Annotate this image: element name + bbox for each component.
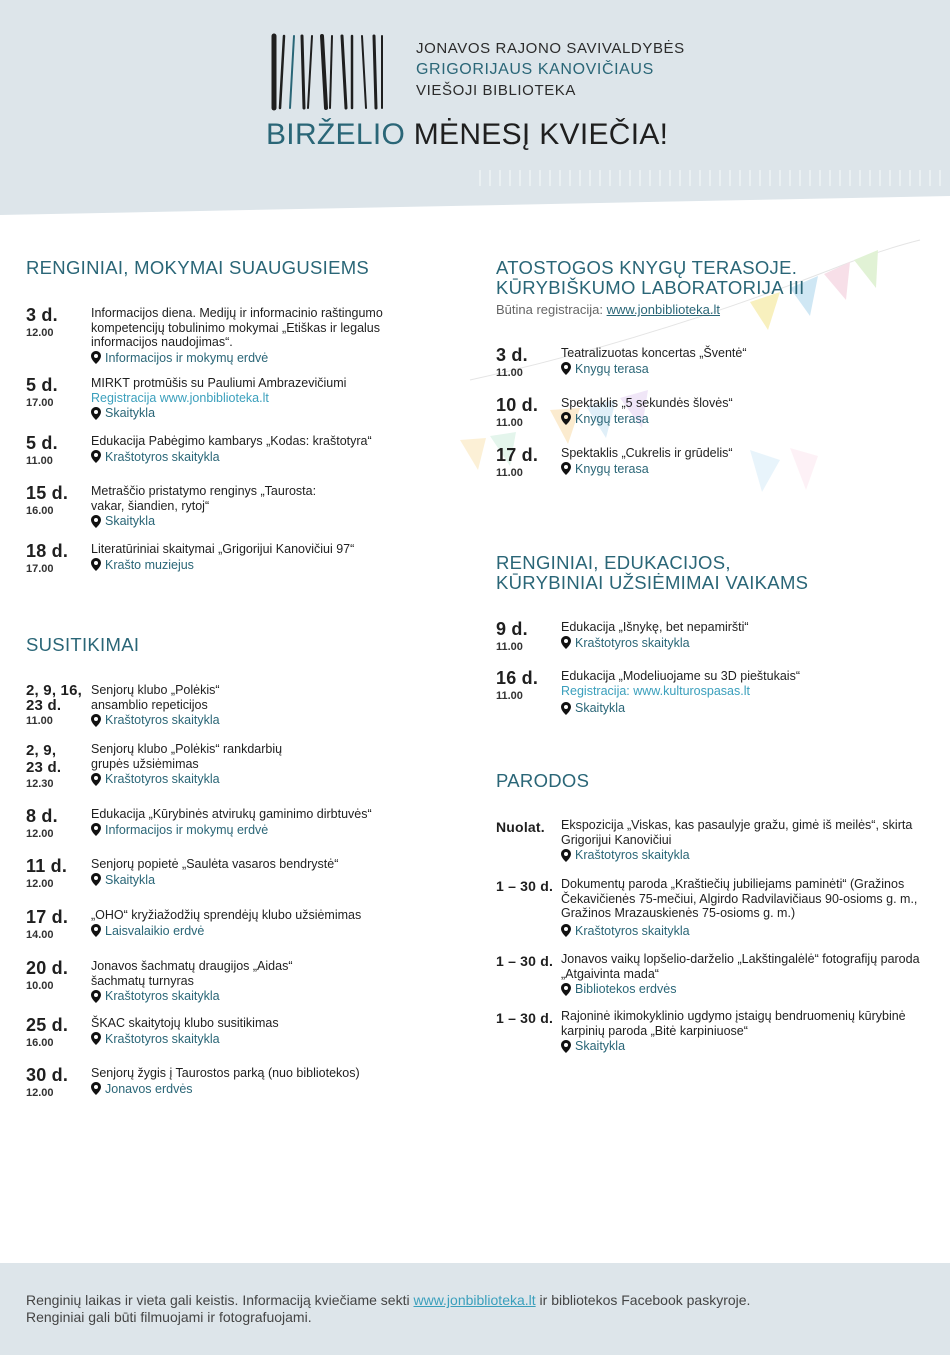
event-title: Spektaklis „5 sekundės šlovės“: [561, 396, 733, 410]
event-title: „OHO“ kryžiažodžių sprendėjų klubo užsiėmimas: [91, 908, 362, 922]
event-title: Edukacija „Kūrybinės atvirukų gaminimo dirbtuvės“: [91, 807, 372, 821]
event-time: 11.00: [496, 367, 523, 379]
event-time: 16.00: [26, 1037, 54, 1049]
header-decor: [0, 0, 950, 215]
section-title-line: KŪRYBIŠKUMO LABORATORIJA III: [496, 277, 805, 298]
event-day: 16 d.: [496, 668, 539, 688]
event-day: 5 d.: [26, 375, 58, 395]
location-pin-icon: [561, 924, 571, 937]
page-title-month: BIRŽELIO: [266, 118, 406, 151]
location-pin-icon: [91, 558, 101, 571]
event-title: Informacijos diena. Medijų ir informacinio raštingumo kompetencijų tobulinimo mokymai „Etiškas ir legalus informacijos naudojimas“.: [91, 306, 383, 349]
event-title: Senjorų klubo „Polėkis“ rankdarbių grupės užsiėmimas: [91, 742, 283, 771]
event-place: Skaitykla: [105, 872, 156, 887]
location-pin-icon: [91, 515, 101, 528]
footer-website-link[interactable]: www.jonbiblioteka.lt: [413, 1292, 536, 1308]
event-day: Nuolat.: [496, 819, 545, 835]
event-place: Skaitykla: [105, 406, 156, 420]
page-title-rest: MĖNESĮ KVIEČIA!: [405, 118, 669, 151]
registration-link[interactable]: Registracija www.jonbiblioteka.lt: [91, 390, 269, 405]
event-title: Edukacija „Modeliuojame su 3D pieštukais“: [561, 669, 801, 683]
location-pin-icon: [561, 412, 571, 425]
event-title: Dokumentų paroda „Kraštiečių jubiliejams paminėti“ (Gražinos Čekavičienės 75-mečiui, Algirdo Radvilavičiaus 90-osioms g. m., Gražinos Mrazauskienės 75-osioms g. m.): [561, 877, 918, 920]
location-pin-icon: [91, 873, 101, 886]
event-time: 12.00: [26, 828, 54, 840]
event-day: 1 – 30 d.: [496, 1010, 554, 1026]
event-title: Jonavos šachmatų draugijos „Aidas“ šachmatų turnyras: [91, 959, 293, 988]
registration-note-link[interactable]: www.jonbiblioteka.lt: [606, 302, 721, 317]
event-time: 11.00: [496, 417, 523, 429]
org-line-3: VIEŠOJI BIBLIOTEKA: [416, 82, 577, 99]
event-place: Knygų terasa: [575, 461, 649, 476]
event-title: Jonavos vaikų lopšelio-darželio „Lakštingalėlė“ fotografijų paroda „Atgaivinta mada“: [561, 952, 920, 981]
event-title: Edukacija „Išnykę, bet nepamiršti“: [561, 620, 749, 634]
location-pin-icon: [561, 983, 571, 996]
event-time: 17.00: [26, 397, 54, 409]
section-title-adults: RENGINIAI, MOKYMAI SUAUGUSIEMS: [26, 257, 370, 278]
event-time: 12.30: [26, 778, 54, 790]
event-day: 5 d.: [26, 433, 58, 453]
location-pin-icon: [91, 1032, 101, 1045]
event-time: 11.00: [26, 455, 53, 467]
event-place: Informacijos ir mokymų erdvė: [105, 822, 269, 837]
event-day: 11 d.: [26, 856, 68, 876]
event-title: MIRKT protmūšis su Pauliumi Ambrazevičiumi: [91, 376, 347, 390]
location-pin-icon: [561, 849, 571, 862]
event-place: Jonavos erdvės: [105, 1081, 193, 1096]
location-pin-icon: [561, 462, 571, 475]
location-pin-icon: [91, 1082, 101, 1095]
header-banner: [0, 0, 950, 215]
event-day: 3 d.: [496, 345, 528, 365]
org-line-2: GRIGORIJAUS KANOVIČIAUS: [416, 61, 654, 78]
registration-note-text: Būtina registracija:: [496, 302, 607, 317]
footer-notice: [26, 1292, 926, 1326]
event-day: 15 d.: [26, 483, 69, 503]
event-place: Informacijos ir mokymų erdvė: [105, 350, 269, 365]
event-day: 17 d.: [496, 445, 539, 465]
location-pin-icon: [91, 714, 101, 727]
event-place: Knygų terasa: [575, 361, 649, 376]
location-pin-icon: [91, 924, 101, 937]
event-day: 2, 9, 16, 23 d.: [26, 682, 83, 714]
footer-line-2: Renginiai gali būti filmuojami ir fotografuojami.: [26, 1309, 312, 1325]
page-title: [266, 118, 668, 152]
event-title: Senjorų žygis į Taurostos parką (nuo bibliotekos): [91, 1066, 360, 1080]
footer-text-a: Renginių laikas ir vieta gali keistis. Informaciją kviečiame sekti: [26, 1292, 414, 1308]
event-day: 20 d.: [26, 958, 69, 978]
org-line-1: JONAVOS RAJONO SAVIVALDYBĖS: [416, 40, 685, 57]
section-title-line: KŪRYBINIAI UŽSIĖMIMAI VAIKAMS: [496, 572, 809, 593]
event-title: Senjorų popietė „Saulėta vasaros bendrystė“: [91, 857, 339, 871]
left-column: [26, 258, 446, 1118]
event-place: Kraštotyros skaitykla: [105, 449, 220, 464]
event-place: Kraštotyros skaitykla: [105, 772, 220, 786]
location-pin-icon: [91, 450, 101, 463]
location-pin-icon: [91, 351, 101, 364]
location-pin-icon: [91, 823, 101, 836]
event-day: 9 d.: [496, 619, 528, 639]
footer: [0, 1263, 950, 1355]
location-pin-icon: [91, 773, 101, 786]
event-place: Kraštotyros skaitykla: [575, 635, 690, 650]
event-place: Kraštotyros skaitykla: [105, 713, 220, 727]
location-pin-icon: [561, 636, 571, 649]
event-day: 17 d.: [26, 907, 69, 927]
registration-link[interactable]: Registracija: www.kulturospasas.lt: [561, 683, 750, 698]
event-time: 11.00: [496, 690, 523, 702]
registration-note: [496, 302, 926, 317]
event-place: Kraštotyros skaitykla: [105, 989, 220, 1003]
section-title-exhibitions: PARODOS: [496, 770, 590, 791]
event-title: Senjorų klubo „Polėkis“ ansamblio repeticijos: [91, 683, 220, 712]
section-title-terrace: [496, 258, 926, 298]
event-time: 16.00: [26, 505, 54, 517]
event-title: Ekspozicija „Viskas, kas pasaulyje gražu, gimė iš meilės“, skirta Grigorijui Kanovičiui: [561, 818, 913, 847]
event-time: 12.00: [26, 878, 54, 890]
library-logo: [268, 32, 388, 112]
event-day: 18 d.: [26, 541, 69, 561]
location-pin-icon: [561, 702, 571, 715]
event-title: ŠKAC skaitytojų klubo susitikimas: [91, 1016, 279, 1030]
event-time: 10.00: [26, 980, 54, 992]
event-place: Kraštotyros skaitykla: [575, 848, 690, 862]
section-title-children: [496, 553, 808, 593]
event-title: Edukacija Pabėgimo kambarys „Kodas: kraštotyra“: [91, 434, 372, 448]
event-place: Skaitykla: [575, 701, 626, 715]
section-title-line: RENGINIAI, EDUKACIJOS,: [496, 552, 731, 573]
event-place: Skaitykla: [575, 1039, 626, 1053]
right-column: [496, 258, 926, 1058]
event-place: Skaitykla: [105, 514, 156, 528]
event-title: Metraščio pristatymo renginys „Taurosta: vakar, šiandien, rytoj“: [91, 484, 317, 513]
event-title: Literatūriniai skaitymai „Grigorijui Kanovičiui 97“: [91, 542, 355, 556]
location-pin-icon: [561, 362, 571, 375]
event-day: 2, 9, 23 d.: [26, 742, 62, 776]
event-place: Bibliotekos erdvės: [575, 982, 677, 996]
event-day: 25 d.: [26, 1015, 69, 1035]
event-time: 14.00: [26, 929, 54, 941]
event-time: 17.00: [26, 563, 54, 575]
event-title: Spektaklis „Cukrelis ir grūdelis“: [561, 446, 733, 460]
event-title: Teatralizuotas koncertas „Šventė“: [561, 346, 747, 360]
event-time: 11.00: [26, 715, 53, 727]
event-day: 1 – 30 d.: [496, 953, 554, 969]
event-day: 8 d.: [26, 806, 58, 826]
event-day: 30 d.: [26, 1065, 69, 1085]
event-place: Kraštotyros skaitykla: [575, 923, 690, 938]
event-time: 11.00: [496, 467, 523, 479]
event-time: 12.00: [26, 327, 54, 339]
event-day: 1 – 30 d.: [496, 878, 554, 894]
event-place: Knygų terasa: [575, 411, 649, 426]
section-title-line: ATOSTOGOS KNYGŲ TERASOJE.: [496, 257, 798, 278]
location-pin-icon: [91, 990, 101, 1003]
event-place: Krašto muziejus: [105, 557, 194, 572]
event-place: Kraštotyros skaitykla: [105, 1031, 220, 1046]
event-time: 11.00: [496, 641, 523, 653]
location-pin-icon: [561, 1040, 571, 1053]
event-time: 12.00: [26, 1087, 54, 1099]
event-place: Laisvalaikio erdvė: [105, 923, 205, 938]
footer-text-b: ir bibliotekos Facebook paskyroje.: [535, 1292, 751, 1308]
event-day: 3 d.: [26, 305, 58, 325]
event-title: Rajoninė ikimokyklinio ugdymo įstaigų bendruomenių kūrybinė karpinių paroda „Bitė karpiniuose“: [561, 1009, 906, 1038]
organization-name: [416, 38, 685, 101]
section-title-meetings: SUSITIKIMAI: [26, 634, 140, 655]
location-pin-icon: [91, 407, 101, 420]
event-day: 10 d.: [496, 395, 539, 415]
